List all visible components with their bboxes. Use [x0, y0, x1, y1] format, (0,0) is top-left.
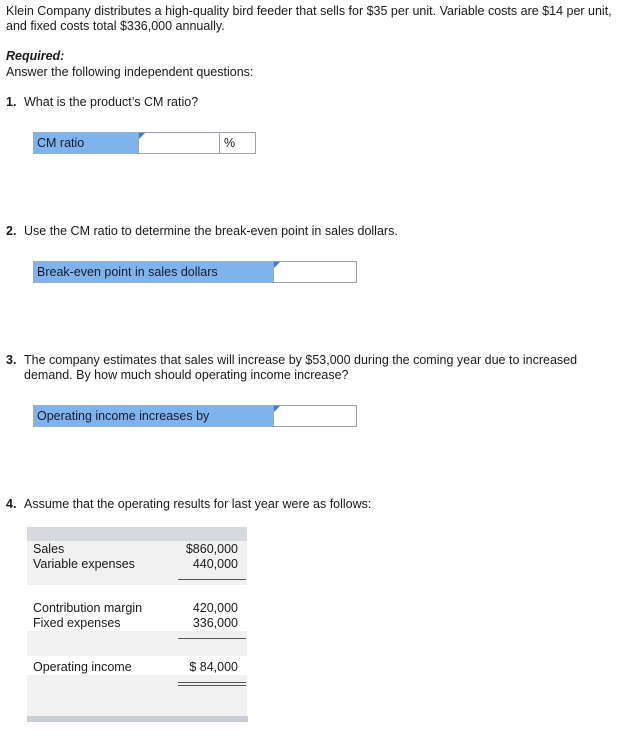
subtotal-rule — [178, 579, 246, 580]
question-2-number: 2. — [6, 224, 17, 238]
question-2 — [6, 224, 616, 239]
question-2-text: Use the CM ratio to determine the break-even point in sales dollars. — [24, 224, 398, 238]
percent-unit: % — [219, 132, 256, 154]
financial-statement — [27, 527, 247, 722]
contribution-margin-label: Contribution margin — [33, 601, 143, 615]
question-1-text: What is the product’s CM ratio? — [24, 95, 199, 109]
required-heading: Required: — [6, 49, 65, 63]
statement-header-band — [27, 527, 247, 541]
subtotal-rule — [178, 638, 246, 639]
input-marker-icon — [274, 406, 280, 412]
statement-band — [27, 631, 247, 656]
sales-label: Sales — [33, 542, 65, 556]
question-1 — [6, 95, 616, 110]
question-4 — [6, 497, 616, 512]
total-double-rule-bottom — [178, 685, 246, 686]
break-even-label: Break-even point in sales dollars — [33, 261, 274, 283]
input-marker-icon — [274, 262, 280, 268]
intro-text: Klein Company distributes a high-quality bird feeder that sells for $35 per unit. Variable costs are $14 per unit, and fixed costs total $336,000 annually. — [6, 4, 612, 33]
question-3-number: 3. — [6, 353, 17, 367]
cm-ratio-input[interactable] — [138, 132, 220, 154]
cm-ratio-label: CM ratio — [33, 132, 138, 154]
question-4-text: Assume that the operating results for last year were as follows: — [24, 497, 372, 511]
variable-expenses-label: Variable expenses — [33, 557, 135, 571]
total-double-rule-top — [178, 682, 246, 683]
required-text: Answer the following independent questions: — [6, 65, 254, 79]
fixed-expenses-label: Fixed expenses — [33, 616, 121, 630]
variable-expenses-value: 440,000 — [192, 557, 238, 571]
fixed-expenses-value: 336,000 — [192, 616, 238, 630]
sales-value: $860,000 — [185, 542, 238, 556]
operating-income-increase-label: Operating income increases by — [33, 405, 274, 427]
question-4-number: 4. — [6, 497, 17, 511]
question-1-number: 1. — [6, 95, 17, 109]
break-even-input[interactable] — [273, 261, 357, 283]
statement-bottom-bar — [27, 716, 248, 722]
operating-income-value: $ 84,000 — [189, 660, 238, 674]
question-3 — [6, 353, 616, 382]
operating-income-label: Operating income — [33, 660, 132, 674]
operating-income-increase-input[interactable] — [273, 405, 357, 427]
contribution-margin-value: 420,000 — [192, 601, 238, 615]
input-marker-icon — [139, 133, 145, 139]
question-3-text: The company estimates that sales will increase by $53,000 during the coming year due to increased demand. By how much should operating income increase? — [24, 353, 578, 382]
